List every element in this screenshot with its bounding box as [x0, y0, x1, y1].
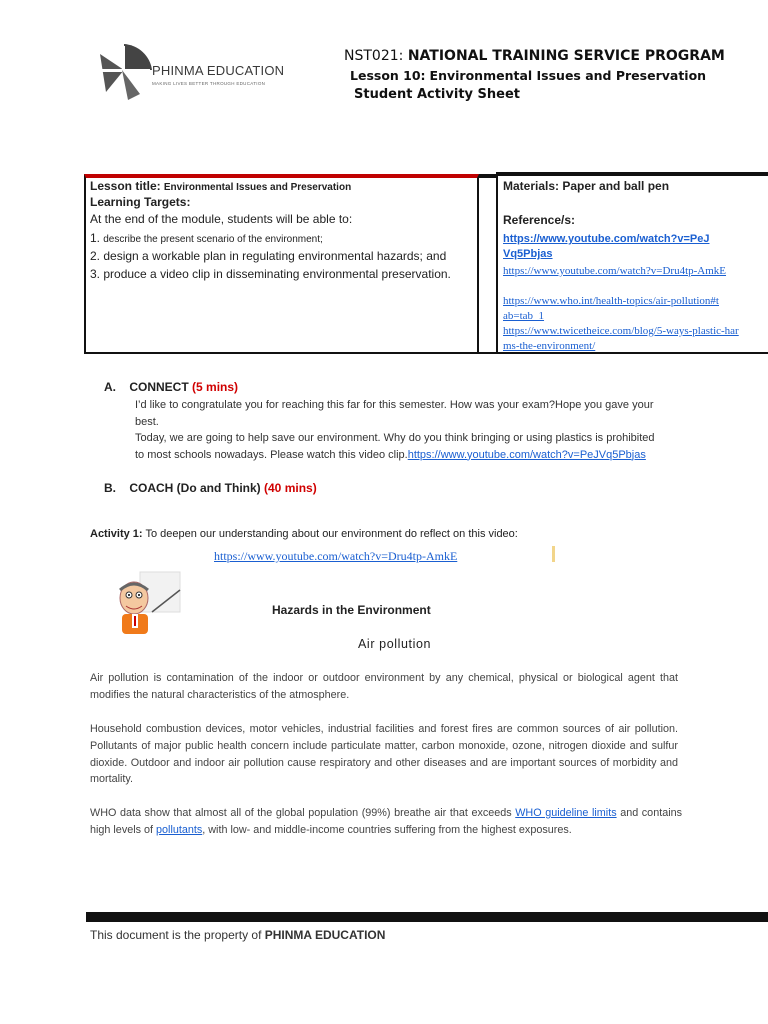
lesson-header: [350, 68, 706, 83]
reference-link-1[interactable]: https://www.youtube.com/watch?v=PeJVq5Pbjas: [503, 233, 710, 260]
target-item-3: 3. produce a video clip in disseminating environmental preservation.: [90, 267, 451, 281]
logo-tagline: MAKING LIVES BETTER THROUGH EDUCATION: [152, 81, 266, 86]
teacher-illustration: [112, 568, 184, 638]
hazards-heading: Hazards in the Environment: [272, 603, 431, 617]
course-name: NATIONAL TRAINING SERVICE PROGRAM: [407, 48, 725, 64]
text-cursor-marker: [552, 546, 555, 562]
lesson-name: Environmental Issues and Preservation: [429, 68, 707, 83]
course-title: [344, 48, 725, 64]
connect-heading: A. CONNECT (5 mins): [104, 380, 239, 394]
materials-label: Materials: Paper and ball pen: [503, 179, 670, 193]
footer-text: This document is the property of PHINMA EDUCATION: [90, 928, 386, 942]
connect-body: I’d like to congratulate you for reaching this far for this semester. How was your exam?Hope you gave your best. Today, we are going to help save our environment. Why do you think bringing or using plastics is prohibited to most schools nowadays. Please watch this video clip.https://www.youtube.com/watch?v=PeJVq5Pbjas: [135, 399, 655, 461]
connect-video-link[interactable]: https://www.youtube.com/watch?v=PeJVq5Pbjas: [407, 448, 646, 461]
reference-link-4[interactable]: https://www.twicetheice.com/blog/5-ways-plastic-harms-the-environment/: [503, 325, 739, 352]
hazards-paragraph-2: Household combustion devices, motor vehicles, industrial facilities and forest fires are common sources of air pollution. Pollutants of major public health concern include particulate matter, carbon monoxide, ozone, nitrogen dioxide and sulfur dioxide. Outdoor and indoor air pollution cause respiratory and other diseases and are important sources of morbidity and mortality.: [90, 723, 678, 786]
coach-heading: B. COACH (Do and Think) (40 mins): [104, 481, 317, 495]
who-guideline-link[interactable]: WHO guideline limits: [515, 807, 617, 819]
air-pollution-subheading: Air pollution: [358, 637, 432, 651]
info-table-spacer-cell: [479, 174, 496, 354]
lesson-title-row: [90, 180, 351, 194]
lesson-title-label: Lesson title:: [90, 179, 161, 193]
logo-name: PHINMA EDUCATION: [152, 63, 285, 78]
targets-intro: At the end of the module, students will be able to:: [90, 212, 353, 226]
lesson-title-value: Environmental Issues and Preservation: [163, 182, 352, 193]
hazards-paragraph-3: WHO data show that almost all of the global population (99%) breathe air that exceeds WHO guideline limits and contains high levels of pollutants, with low- and middle-income countries suffering from the highest exposures.: [90, 807, 683, 836]
teacher-pointing-icon: [112, 568, 184, 638]
reference-link-3[interactable]: https://www.who.int/health-topics/air-pollution#tab=tab_1: [503, 295, 719, 322]
target-item-1: 1. describe the present scenario of the environment;: [90, 231, 323, 245]
course-code: NST021:: [344, 48, 404, 64]
activity-video-link[interactable]: https://www.youtube.com/watch?v=Dru4tp-AmkE: [214, 549, 458, 563]
references-label: Reference/s:: [503, 213, 576, 227]
sheet-title: Student Activity Sheet: [354, 87, 520, 102]
activity-line: Activity 1: To deepen our understanding about our environment do reflect on this video:: [90, 528, 518, 540]
pollutants-link[interactable]: pollutants: [156, 823, 203, 836]
reference-link-2[interactable]: https://www.youtube.com/watch?v=Dru4tp-AmkE: [503, 265, 727, 277]
footer-divider: [86, 912, 768, 922]
target-item-2: 2. design a workable plan in regulating environmental hazards; and: [90, 249, 447, 263]
lesson-label: Lesson 10:: [350, 68, 426, 83]
targets-label: Learning Targets:: [90, 195, 191, 209]
phinma-logo-icon: [94, 42, 154, 106]
hazards-paragraph-1: Air pollution is contamination of the indoor or outdoor environment by any chemical, physical or biological agent that modifies the natural characteristics of the atmosphere.: [90, 672, 678, 701]
